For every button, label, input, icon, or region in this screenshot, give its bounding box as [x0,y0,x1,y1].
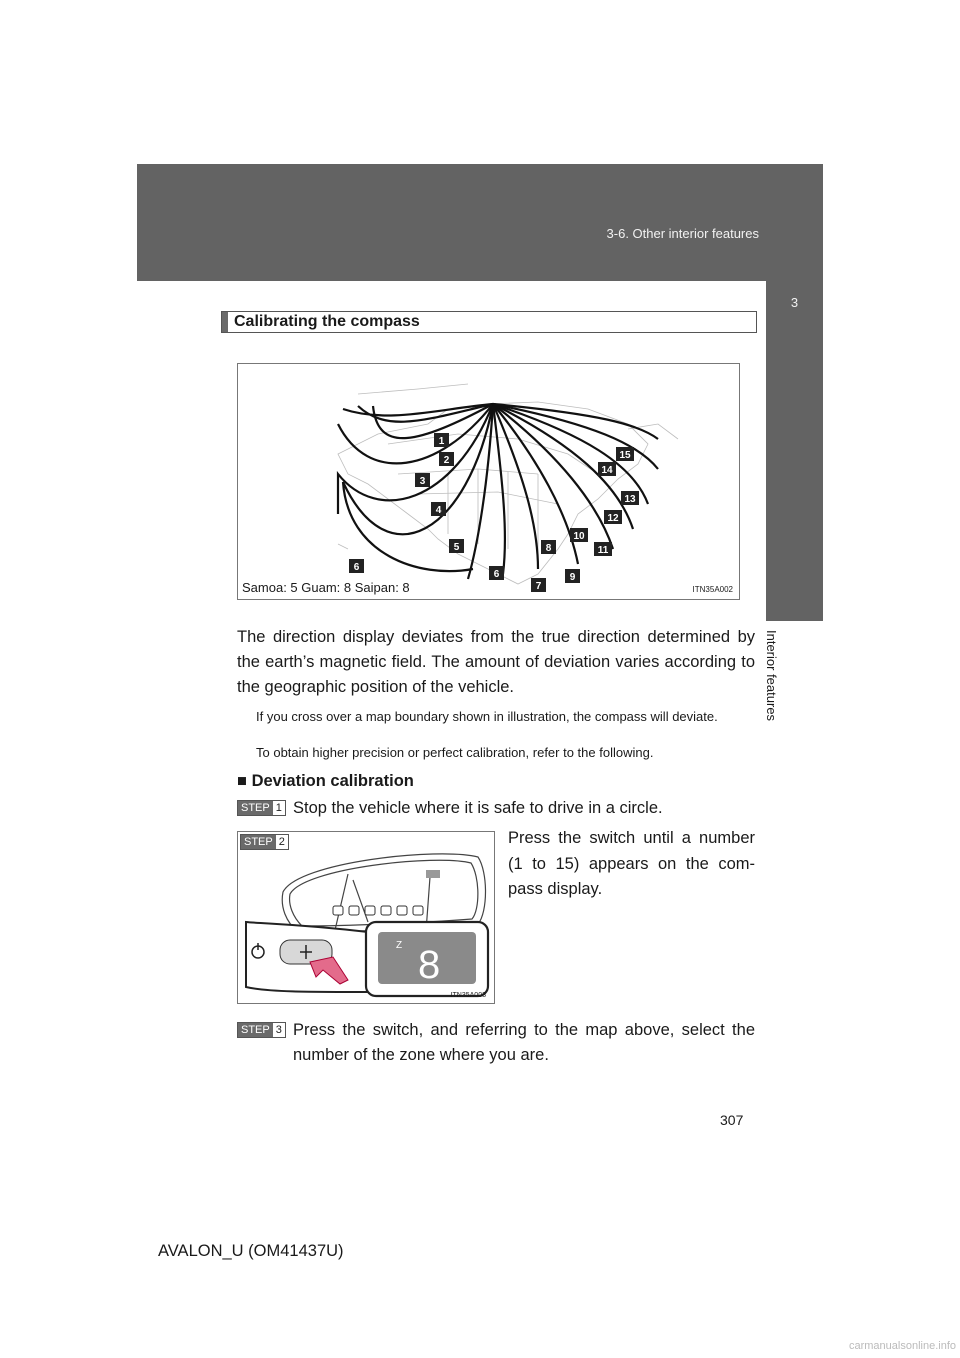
step-label: STEP [238,801,273,815]
chapter-label-text: Interior features [764,630,779,722]
mirror-code: ITN35A003 [450,992,486,999]
step-number: 3 [275,1024,282,1036]
svg-text:12: 12 [607,513,619,524]
step-number: 1 [275,802,282,814]
svg-text:4: 4 [435,505,442,516]
compass-zone-map [237,363,740,600]
svg-text:5: 5 [453,542,460,553]
svg-text:15: 15 [619,450,631,461]
subheading-bar [222,312,228,332]
display-digit: 8 [418,943,441,987]
step-3-badge [237,1022,286,1038]
footer-model-code: AVALON_U (OM41437U) [158,1242,344,1260]
svg-text:6: 6 [493,569,500,580]
section-subheading [221,311,757,333]
watermark: carmanualsonline.info [848,1340,956,1352]
mirror-drawing [238,832,496,1005]
body-paragraph: The direction display deviates from the true direction determined by the earth’s magnetic field. The amount of deviation varies according to the geographic position of the vehicle. [237,628,755,696]
display-letter: Z [396,940,403,951]
step-label: STEP [238,1023,273,1037]
svg-text:8: 8 [545,543,552,554]
heading-text: Deviation calibration [251,772,414,790]
svg-text:3: 3 [419,476,426,487]
step-label: STEP [241,835,276,849]
mirror-illustration [237,831,495,1004]
svg-text:14: 14 [601,465,613,476]
map-code: ITN35A002 [692,585,733,594]
svg-text:11: 11 [597,545,609,556]
step-2-text: Press the switch until a number (1 to 15) appears on the com-pass display. [508,829,755,898]
step-1-badge [237,800,286,816]
chapter-tab[interactable] [766,281,823,621]
svg-text:2: 2 [443,455,450,466]
page-number: 307 [720,1112,744,1128]
chapter-number: 3 [790,295,799,310]
step-3-text: Press the switch, and referring to the map above, select the number of the zone where you are. [293,1021,755,1064]
svg-text:9: 9 [569,572,576,583]
svg-text:13: 13 [624,494,636,505]
svg-text:7: 7 [535,581,542,592]
chapter-label [764,630,788,740]
svg-text:1: 1 [438,436,445,447]
section-title: 3-6. Other interior features [606,226,759,241]
map-caption: Samoa: 5 Guam: 8 Saipan: 8 [242,580,410,595]
header-band [137,164,823,281]
note-2: To obtain higher precision or perfect calibration, refer to the following. [256,745,654,760]
deviation-calibration-heading [237,772,414,791]
svg-text:6: 6 [353,562,360,573]
heading-marker: ■ [237,772,247,790]
svg-text:10: 10 [573,531,585,542]
zone-map-illustration [238,364,741,601]
step-1-text: Stop the vehicle where it is safe to drive in a circle. [293,799,663,817]
note-1: If you cross over a map boundary shown in illustration, the compass will deviate. [256,709,718,724]
step-number: 2 [278,836,285,848]
subheading-text: Calibrating the compass [234,313,420,330]
